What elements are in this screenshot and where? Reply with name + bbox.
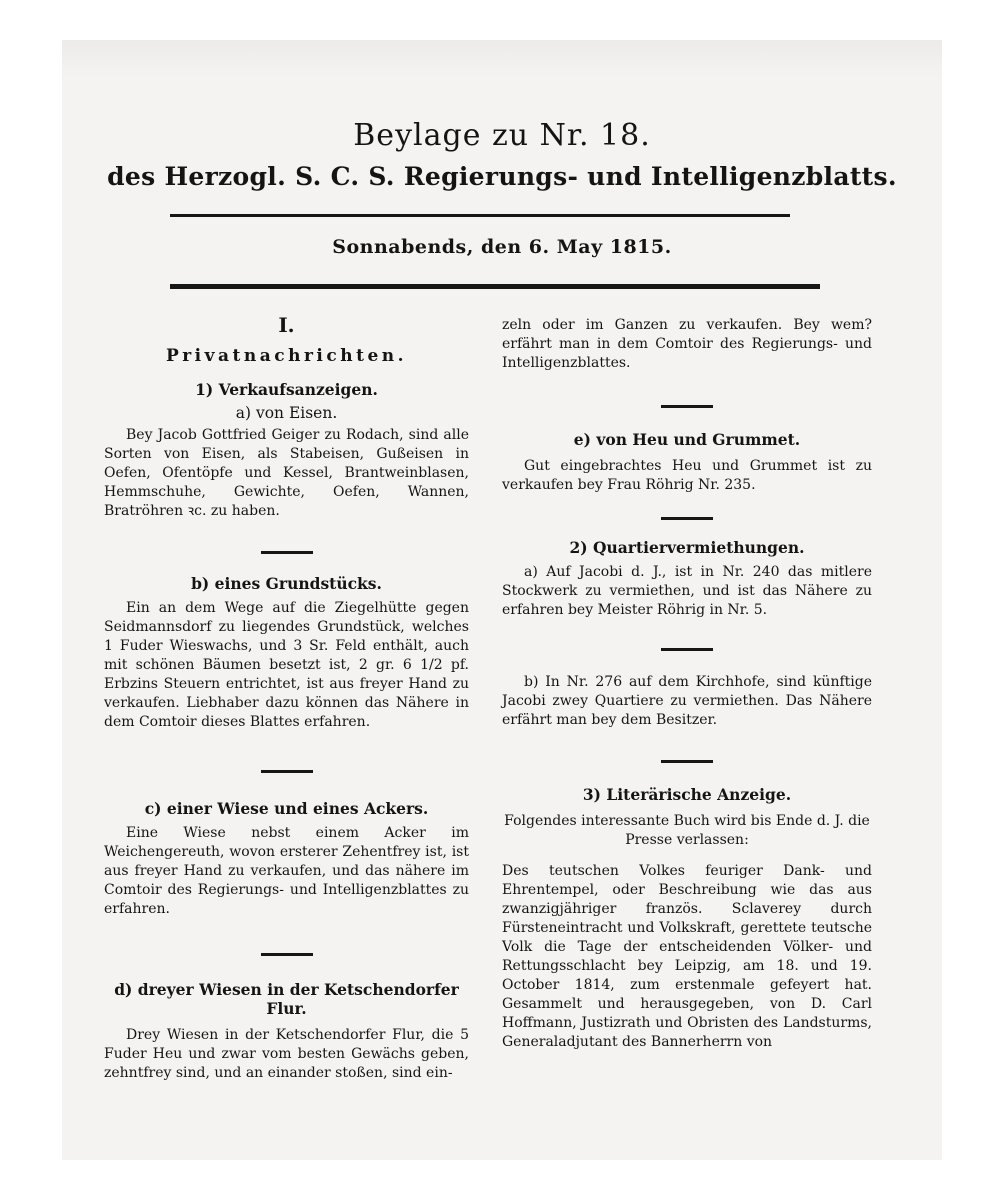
subsection-heading-literary: 3) Literärische Anzeige. [582,785,792,804]
newspaper-page [62,40,942,1160]
section-heading: Privatnachrichten. [165,346,408,366]
item-text-property: Ein an dem Wege auf die Ziegelhütte gegen Seidmannsdorf zu liegendes Grundstück, welches 1 Fuder Wieswachs, und 3 Sr. Feld enthält, auch mit schönen Bäumen besetzt ist, 2 gr. 6 1/2 pf. Erbzins Steuern entrichtet, ist aus freyer Hand zu verkaufen. Liebhaber dazu können das Nähere in dem Comtoir dieses Blattes erfahren. [104,600,469,730]
separator [261,770,313,773]
item-heading-three-meadows: d) dreyer Wiesen in der Ketschendorfer Flur. [114,980,459,1018]
part-number: I. [278,313,295,337]
gazette-title: des Herzogl. S. C. S. Regierungs- und Intelligenzblatts. [107,162,897,191]
item-heading-iron: a) von Eisen. [235,404,338,422]
separator [661,760,713,763]
item-text-meadow: Eine Wiese nebst einem Acker im Weichengereuth, wovon ersterer Zehentfrey ist, ist aus freyer Hand zu verkaufen, und das nähere im Comtoir des Regierungs- und Intelligenzblattes zu erfahren. [104,825,469,917]
rental-text-a: a) Auf Jacobi d. J., ist in Nr. 240 das mitlere Stockwerk zu vermiethen, und ist das Nähere zu erfahren bey Meister Röhrig in Nr. 5. [502,564,872,618]
item-heading-hay: e) von Heu und Grummet. [573,430,801,449]
right-column [502,316,872,1052]
item-text-iron: Bey Jacob Gottfried Geiger zu Rodach, sind alle Sorten von Eisen, als Stabeisen, Gußeisen in Oefen, Ofentöpfe und Kessel, Brantweinblasen, Hemmschuhe, Gewichte, Oefen, Wannen, Bratröhren ꝛc. zu haben. [104,427,469,519]
rental-text-b: b) In Nr. 276 auf dem Kirchhofe, sind künftige Jacobi zwey Quartiere zu vermiethen. Das Nähere erfährt man bey dem Besitzer. [502,674,872,728]
continued-text: zeln oder im Ganzen zu verkaufen. Bey wem? erfährt man in dem Comtoir des Regierungs- und Intelligenzblattes. [502,317,872,371]
subsection-heading-sales: 1) Verkaufsanzeigen. [195,380,378,399]
title-rule [170,214,790,217]
supplement-title: Beylage zu Nr. 18. [353,118,651,153]
separator [261,953,313,956]
subsection-heading-rentals: 2) Quartiervermiethungen. [569,538,805,557]
item-heading-property: b) eines Grundstücks. [191,574,382,593]
item-text-hay: Gut eingebrachtes Heu und Grummet ist zu verkaufen bey Frau Röhrig Nr. 235. [502,458,872,493]
separator [661,405,713,408]
item-text-three-meadows: Drey Wiesen in der Ketschendorfer Flur, die 5 Fuder Heu und zwar vom besten Gewächs geben, zehntfrey sind, und an einander stoßen, sind ein- [104,1027,469,1081]
item-heading-meadow: c) einer Wiese und eines Ackers. [144,799,429,818]
literary-text: Des teutschen Volkes feuriger Dank- und Ehrentempel, oder Beschreibung wie das aus zwanzigjähriger französ. Sclaverey durch Fürsteneintracht und Volkskraft, gerettete teutsche Volk die Tage der entscheidenden Völker- und Rettungsschlacht bey Leipzig, am 18. und 19. October 1814, zum erstenmale gefeyert hat. Gesammelt und herausgegeben, von D. Carl Hoffmann, Justizrath und Obristen des Landsturms, Generaladjutant des Bannerherrn von [502,863,872,1050]
left-column [104,313,469,1083]
separator [661,648,713,651]
issue-date: Sonnabends, den 6. May 1815. [332,236,672,258]
separator [661,517,713,520]
date-rule [170,284,820,289]
literary-intro: Folgendes interessante Buch wird bis Ende d. J. die Presse verlassen: [504,813,870,848]
separator [261,551,313,554]
